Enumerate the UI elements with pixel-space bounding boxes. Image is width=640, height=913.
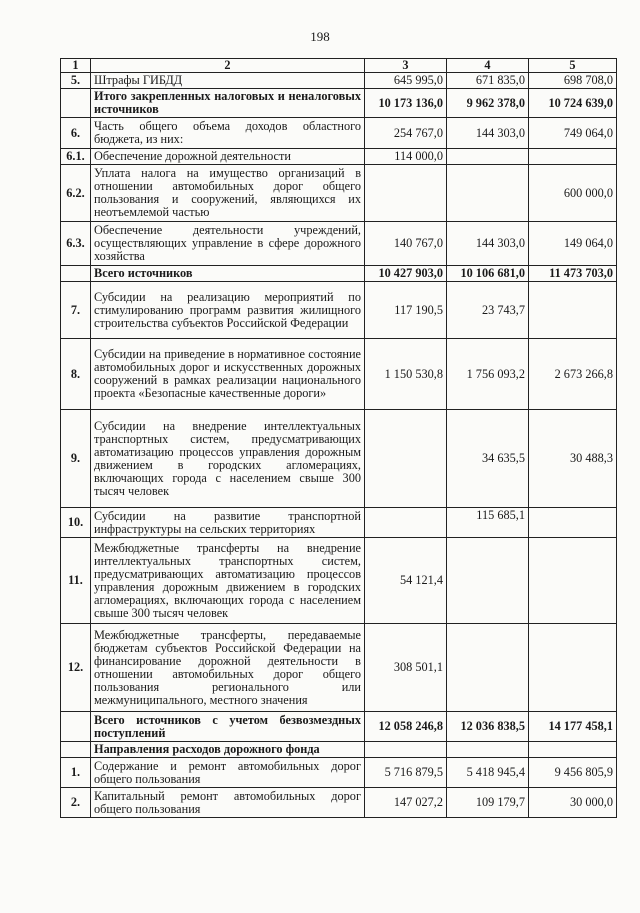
page-number: 198 <box>310 29 330 44</box>
row-number <box>61 266 91 282</box>
value-col-5: 749 064,0 <box>529 118 617 149</box>
value-col-3: 12 058 246,8 <box>365 712 447 742</box>
table-row <box>61 508 617 538</box>
value-col-3: 645 995,0 <box>365 73 447 89</box>
table-row <box>61 624 617 712</box>
value-col-3 <box>365 508 447 538</box>
table-row <box>61 758 617 788</box>
table-row <box>61 742 617 758</box>
row-description: Обеспечение деятельности учреждений, осуществляющих управление в сфере дорожного хозяйства <box>91 222 365 266</box>
row-number: 9. <box>61 410 91 508</box>
value-col-5: 2 673 266,8 <box>529 339 617 410</box>
row-number <box>61 712 91 742</box>
row-description: Межбюджетные трансферты, передаваемые бюджетам субъектов Российской Федерации на финансирование дорожной деятельности в отношении автомобильных дорог общего пользования регионального или межмуниципального, местного значения <box>91 624 365 712</box>
table-row <box>61 788 617 818</box>
value-col-3: 117 190,5 <box>365 282 447 339</box>
value-col-4 <box>447 624 529 712</box>
row-number: 1. <box>61 758 91 788</box>
value-col-4: 671 835,0 <box>447 73 529 89</box>
table-row <box>61 149 617 165</box>
row-description: Содержание и ремонт автомобильных дорог общего пользования <box>91 758 365 788</box>
value-col-3 <box>365 410 447 508</box>
row-description: Уплата налога на имущество организаций в отношении автомобильных дорог общего пользования и сооружений, являющихся их неотъемлемой частью <box>91 165 365 222</box>
row-number: 6.3. <box>61 222 91 266</box>
header-col-5: 5 <box>529 59 617 73</box>
table-row <box>61 712 617 742</box>
value-col-4: 1 756 093,2 <box>447 339 529 410</box>
value-col-3: 10 427 903,0 <box>365 266 447 282</box>
value-col-4: 12 036 838,5 <box>447 712 529 742</box>
row-number: 10. <box>61 508 91 538</box>
value-col-5 <box>529 538 617 624</box>
value-col-3: 147 027,2 <box>365 788 447 818</box>
value-col-4 <box>447 538 529 624</box>
row-description: Всего источников с учетом безвозмездных поступлений <box>91 712 365 742</box>
table-row <box>61 165 617 222</box>
table-row <box>61 410 617 508</box>
value-col-3: 114 000,0 <box>365 149 447 165</box>
value-col-5: 10 724 639,0 <box>529 89 617 118</box>
row-number: 6. <box>61 118 91 149</box>
value-col-5: 14 177 458,1 <box>529 712 617 742</box>
row-description: Часть общего объема доходов областного бюджета, из них: <box>91 118 365 149</box>
row-number: 6.2. <box>61 165 91 222</box>
value-col-5: 600 000,0 <box>529 165 617 222</box>
header-col-3: 3 <box>365 59 447 73</box>
row-number: 12. <box>61 624 91 712</box>
value-col-4: 5 418 945,4 <box>447 758 529 788</box>
value-col-3: 308 501,1 <box>365 624 447 712</box>
value-col-5 <box>529 282 617 339</box>
value-col-4 <box>447 742 529 758</box>
row-description: Капитальный ремонт автомобильных дорог общего пользования <box>91 788 365 818</box>
value-col-5: 698 708,0 <box>529 73 617 89</box>
row-description: Итого закрепленных налоговых и неналоговых источников <box>91 89 365 118</box>
value-col-5 <box>529 742 617 758</box>
row-description: Направления расходов дорожного фонда <box>91 742 365 758</box>
header-col-1: 1 <box>61 59 91 73</box>
value-col-4 <box>447 149 529 165</box>
row-number: 7. <box>61 282 91 339</box>
row-description: Субсидии на реализацию мероприятий по стимулированию программ развития жилищного строительства субъектов Российской Федерации <box>91 282 365 339</box>
table-row <box>61 89 617 118</box>
row-description: Межбюджетные трансферты на внедрение интеллектуальных транспортных систем, предусматривающих автоматизацию процессов управления дорожным движением в городских агломерациях, включающих города с населением свыше 300 тысяч человек <box>91 538 365 624</box>
table-row <box>61 118 617 149</box>
row-number: 11. <box>61 538 91 624</box>
value-col-5 <box>529 149 617 165</box>
value-col-4: 144 303,0 <box>447 118 529 149</box>
header-col-2: 2 <box>91 59 365 73</box>
value-col-4: 34 635,5 <box>447 410 529 508</box>
value-col-4: 23 743,7 <box>447 282 529 339</box>
value-col-3: 10 173 136,0 <box>365 89 447 118</box>
row-description: Субсидии на развитие транспортной инфраструктуры на сельских территориях <box>91 508 365 538</box>
table-row <box>61 266 617 282</box>
value-col-5 <box>529 624 617 712</box>
table-row <box>61 538 617 624</box>
row-description: Штрафы ГИБДД <box>91 73 365 89</box>
value-col-3 <box>365 742 447 758</box>
value-col-3: 1 150 530,8 <box>365 339 447 410</box>
value-col-3: 254 767,0 <box>365 118 447 149</box>
row-description: Субсидии на приведение в нормативное состояние автомобильных дорог и искусственных дорожных сооружений в рамках реализации национального проекта «Безопасные качественные дороги» <box>91 339 365 410</box>
value-col-5: 149 064,0 <box>529 222 617 266</box>
value-col-3: 140 767,0 <box>365 222 447 266</box>
value-col-4 <box>447 165 529 222</box>
header-row <box>61 59 617 73</box>
row-description: Субсидии на внедрение интеллектуальных транспортных систем, предусматривающих автоматизацию процессов управления дорожным движением в городских агломерациях, включающих города с населением свыше 300 тысяч человек <box>91 410 365 508</box>
value-col-3 <box>365 165 447 222</box>
row-number: 2. <box>61 788 91 818</box>
table-row <box>61 222 617 266</box>
value-col-5: 30 000,0 <box>529 788 617 818</box>
table-row <box>61 73 617 89</box>
value-col-5: 30 488,3 <box>529 410 617 508</box>
value-col-5 <box>529 508 617 538</box>
road-fund-table <box>60 58 617 818</box>
value-col-4: 109 179,7 <box>447 788 529 818</box>
row-number <box>61 89 91 118</box>
value-col-4: 144 303,0 <box>447 222 529 266</box>
table-row <box>61 339 617 410</box>
value-col-5: 11 473 703,0 <box>529 266 617 282</box>
value-col-4: 10 106 681,0 <box>447 266 529 282</box>
row-number: 5. <box>61 73 91 89</box>
value-col-3: 5 716 879,5 <box>365 758 447 788</box>
row-number <box>61 742 91 758</box>
row-description: Обеспечение дорожной деятельности <box>91 149 365 165</box>
value-col-3: 54 121,4 <box>365 538 447 624</box>
value-col-4: 9 962 378,0 <box>447 89 529 118</box>
row-number: 8. <box>61 339 91 410</box>
table-row <box>61 282 617 339</box>
row-number: 6.1. <box>61 149 91 165</box>
value-col-4: 115 685,1 <box>447 508 529 538</box>
header-col-4: 4 <box>447 59 529 73</box>
row-description: Всего источников <box>91 266 365 282</box>
value-col-5: 9 456 805,9 <box>529 758 617 788</box>
